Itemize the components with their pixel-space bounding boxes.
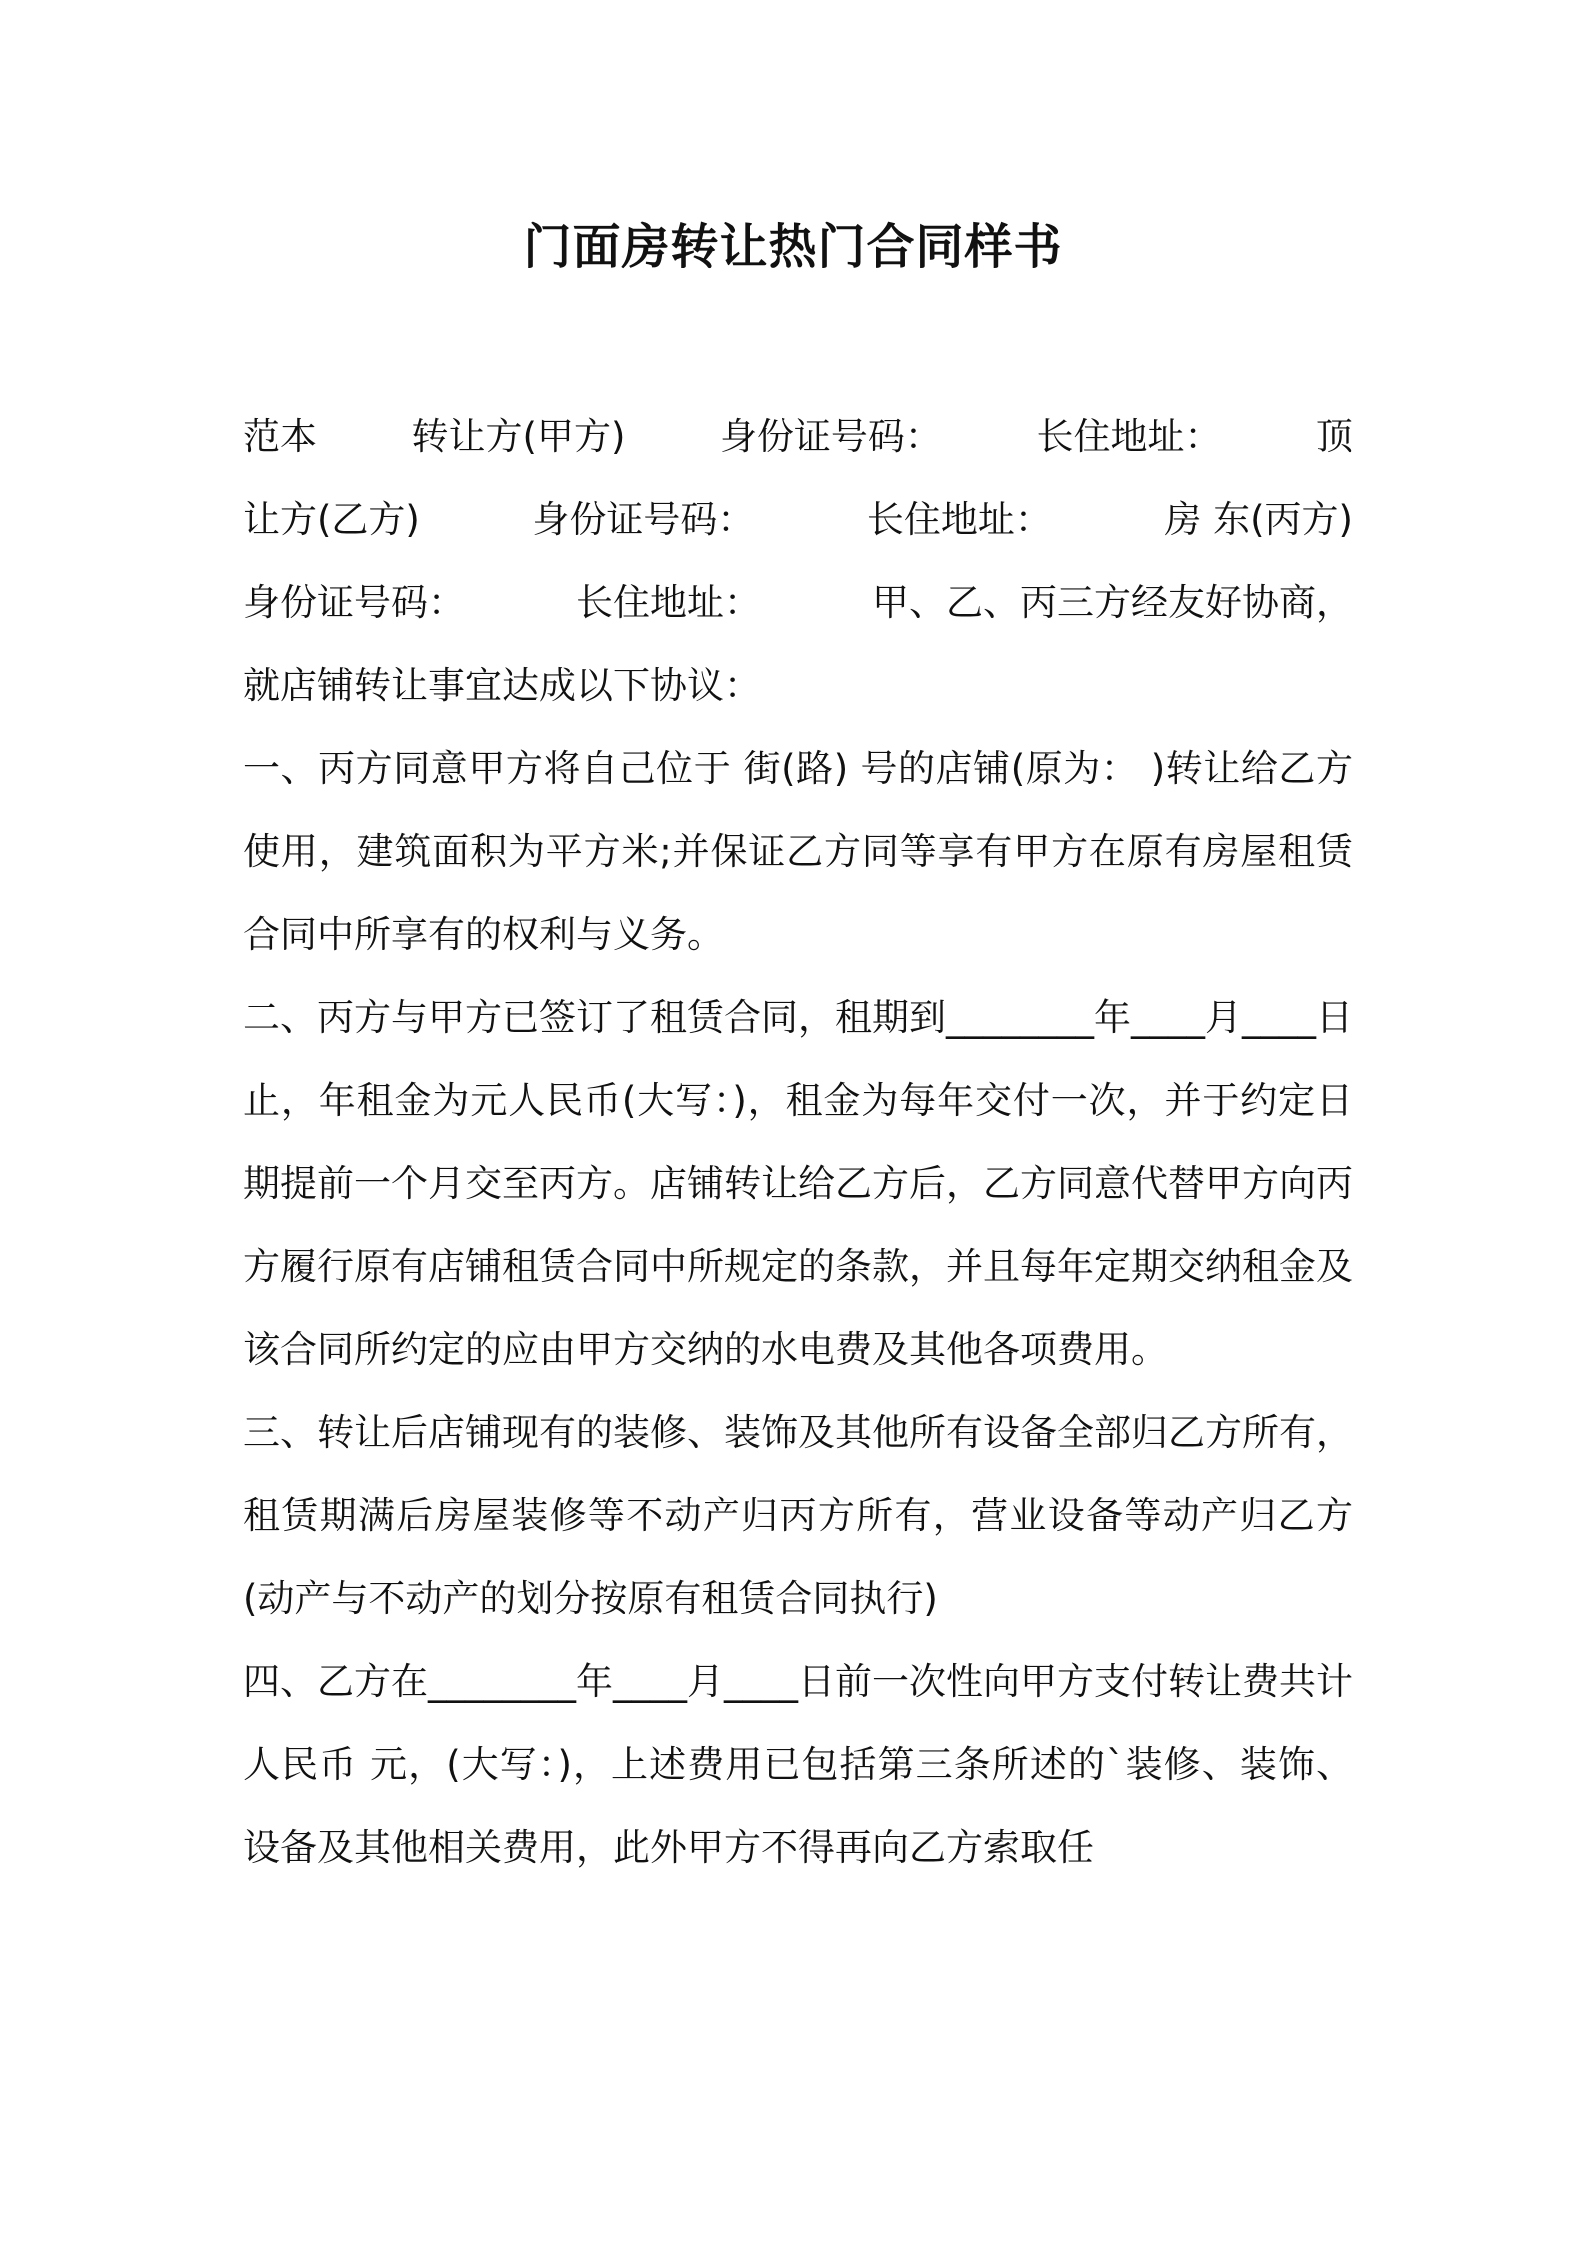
intro-label-address: 长住地址： bbox=[576, 581, 761, 624]
document-title: 门面房转让热门合同样书 bbox=[523, 219, 1063, 275]
intro-agreement-text: 甲、乙、丙三方经友好协商， bbox=[872, 581, 1353, 624]
clause-2: 二、丙方与甲方已签订了租赁合同，租期到________年____月____日止，年租金为元人民币(大写：)，租金为每年交付一次，并于约定日期提前一个月交至丙方。店铺转让给乙方后，乙方同意代替甲方向丙方履行原有店铺租赁合同中所规定的条款，并且每年定期交纳租金及该合同所约定的应由甲方交纳的水电费及其他各项费用。 bbox=[243, 996, 1353, 1371]
intro-label-transferor: 转让方(甲方) bbox=[411, 415, 626, 458]
clause-3: 三、转让后店铺现有的装修、装饰及其他所有设备全部归乙方所有，租赁期满后房屋装修等不动产归丙方所有，营业设备等动产归乙方(动产与不动产的划分按原有租赁合同执行) bbox=[243, 1411, 1353, 1620]
intro-label-transferee-start: 顶 bbox=[1316, 415, 1353, 458]
intro-line-4: 就店铺转让事宜达成以下协议： bbox=[243, 664, 761, 707]
intro-line-2 bbox=[243, 478, 1353, 561]
intro-label-id-number: 身份证号码： bbox=[719, 415, 942, 458]
intro-line-3 bbox=[243, 561, 1353, 644]
intro-label-address: 长住地址： bbox=[866, 498, 1052, 541]
intro-label-id-number: 身份证号码： bbox=[243, 581, 465, 624]
intro-label-address: 长住地址： bbox=[1036, 415, 1222, 458]
intro-paragraph bbox=[243, 395, 1353, 727]
intro-label-landlord: 房 东(丙方) bbox=[1164, 498, 1353, 541]
clause-1: 一、丙方同意甲方将自己位于 街(路) 号的店铺(原为： )转让给乙方使用，建筑面积为平方米;并保证乙方同等享有甲方在原有房屋租赁合同中所享有的权利与义务。 bbox=[243, 747, 1353, 956]
intro-line-1 bbox=[243, 395, 1353, 478]
intro-label-id-number: 身份证号码： bbox=[532, 498, 755, 541]
document-body bbox=[243, 395, 1353, 1889]
clause-4: 四、乙方在________年____月____日前一次性向甲方支付转让费共计人民币 元，(大写：)，上述费用已包括第三条所述的`装修、装饰、设备及其他相关费用，此外甲方不得再向乙方索取任 bbox=[243, 1660, 1353, 1869]
intro-label-transferee: 让方(乙方) bbox=[243, 498, 420, 541]
intro-label-template: 范本 bbox=[243, 415, 317, 458]
